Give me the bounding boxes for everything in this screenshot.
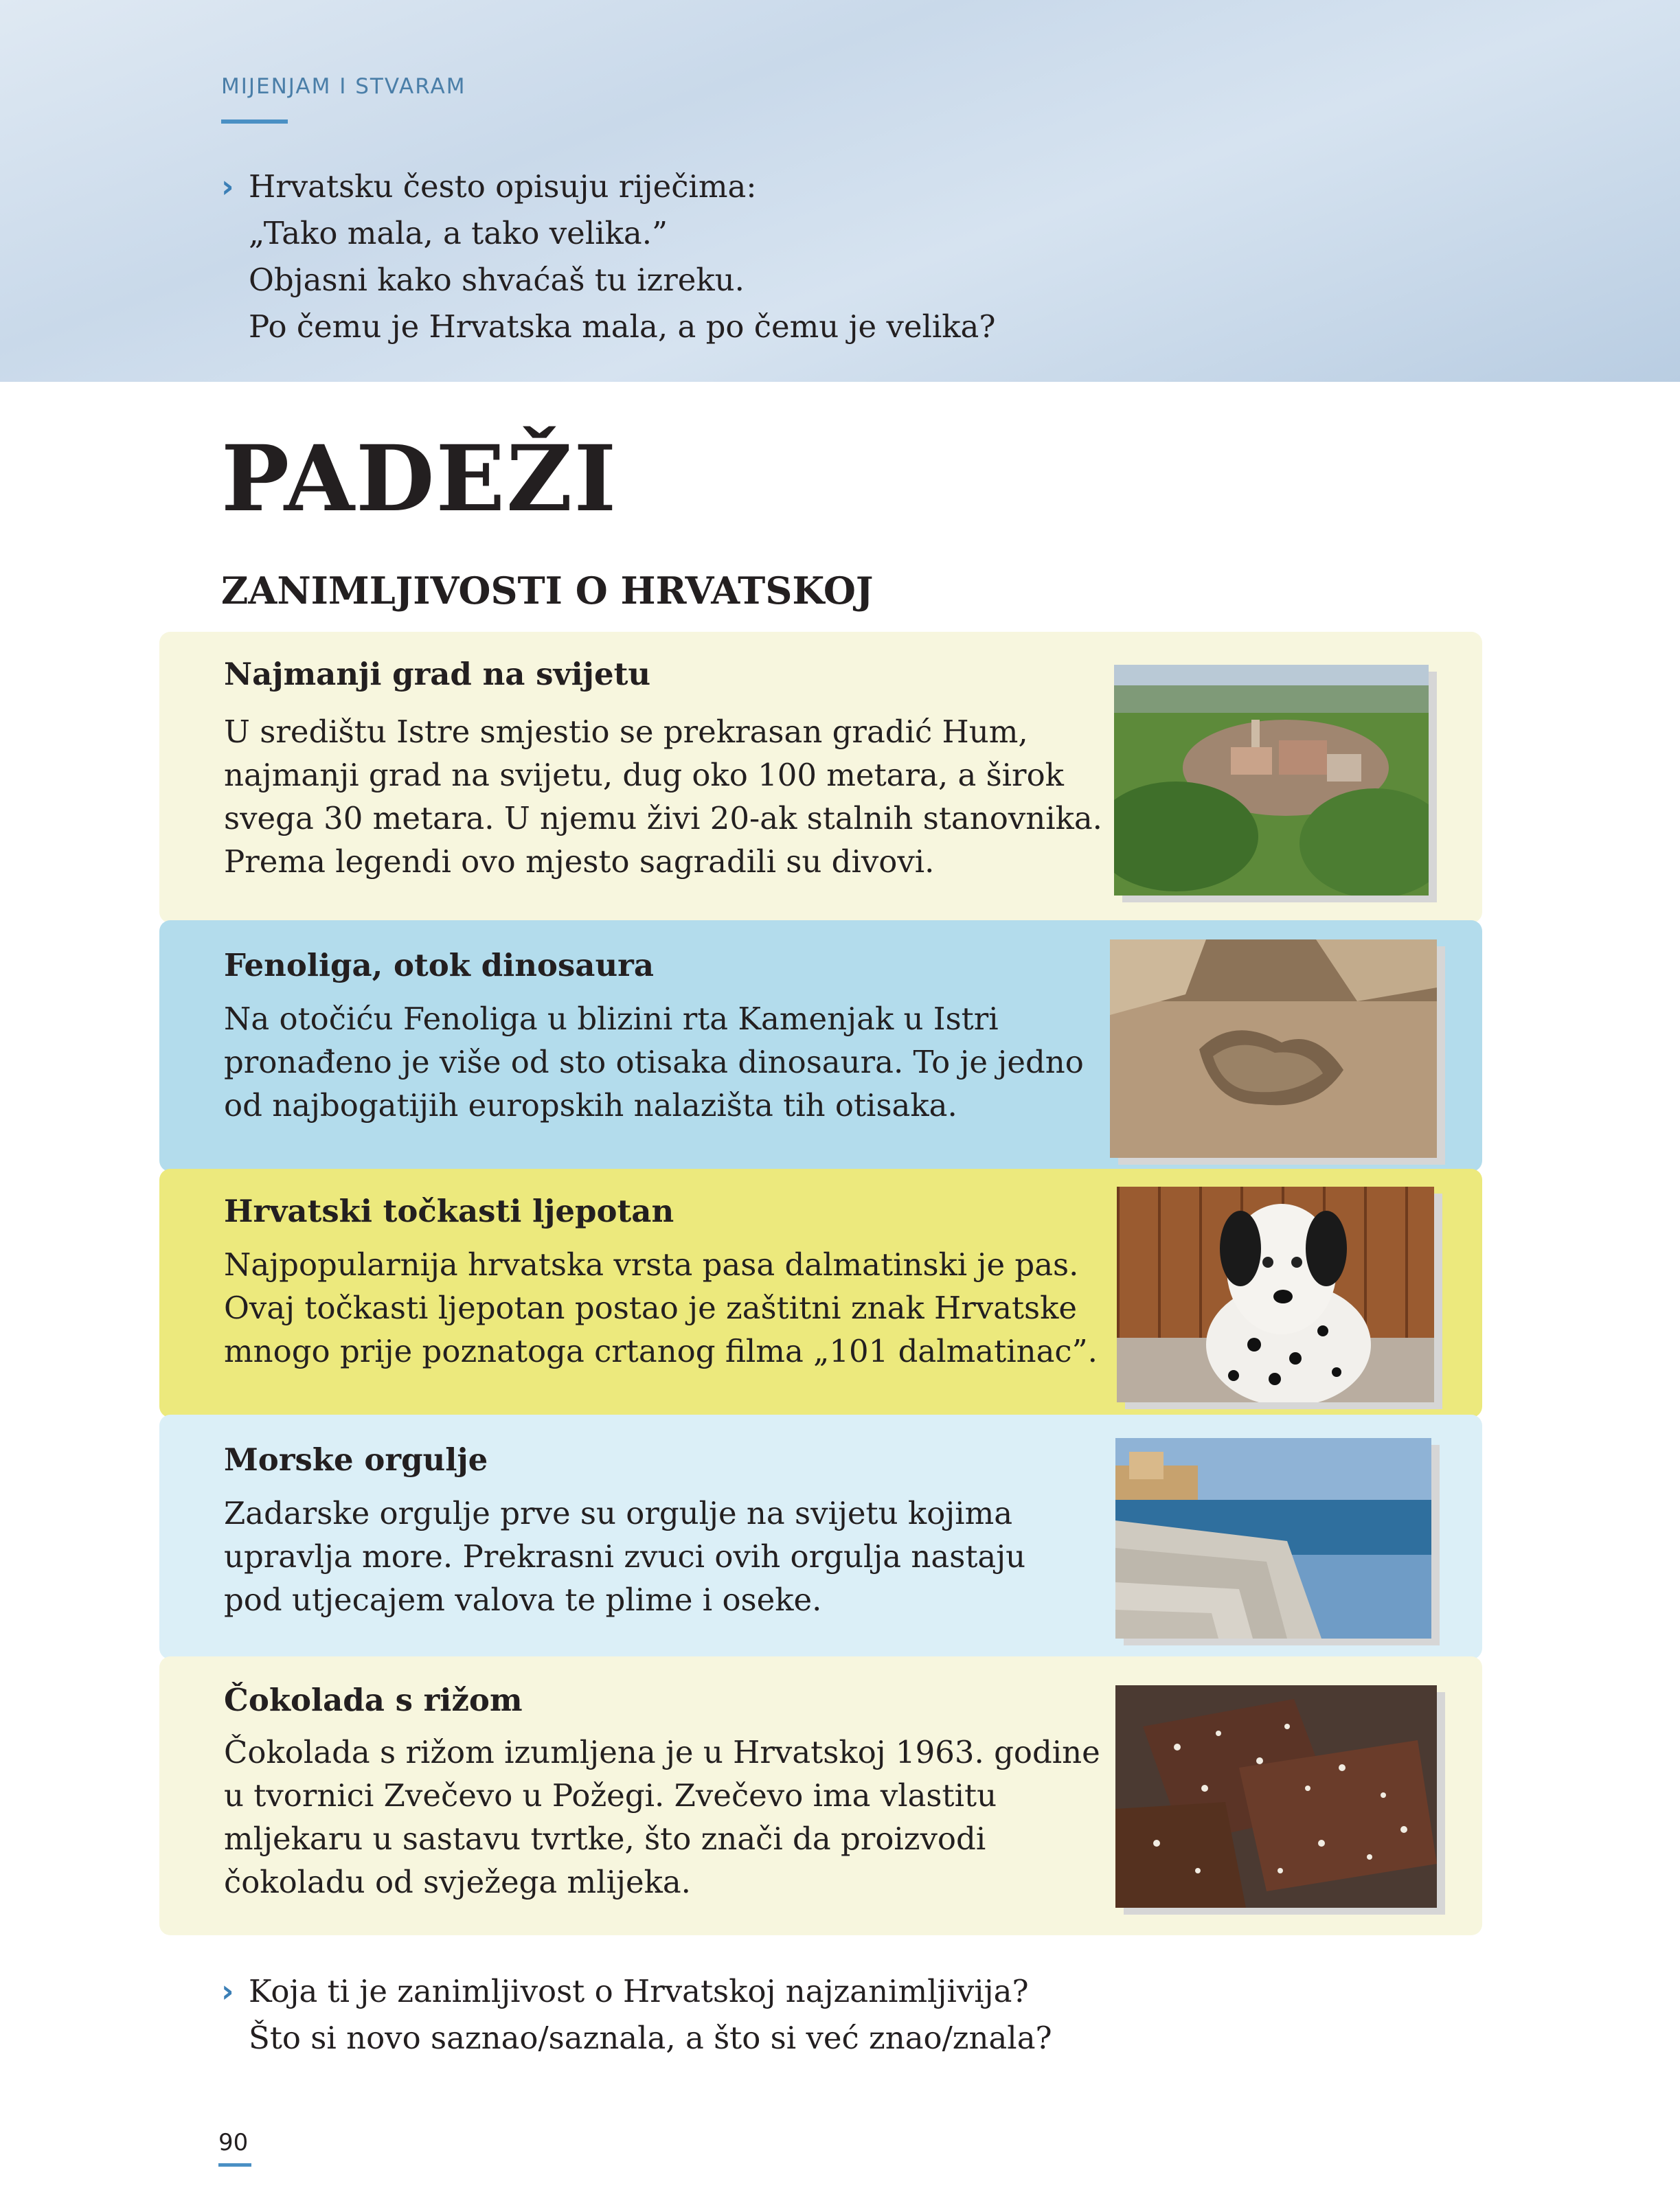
fact-panel-fenoliga bbox=[159, 920, 1482, 1172]
fact-panel-sea-organ bbox=[159, 1415, 1482, 1659]
page-number-rule bbox=[218, 2163, 251, 2167]
fact-heading: Čokolada s rižom bbox=[224, 1682, 523, 1718]
intro-question bbox=[221, 163, 996, 350]
question-line: Što si novo saznao/saznala, a što si već znao/znala? bbox=[249, 2020, 1052, 2056]
photo-rice-chocolate bbox=[1115, 1685, 1437, 1908]
fact-heading: Najmanji grad na svijetu bbox=[224, 656, 651, 692]
fact-heading: Fenoliga, otok dinosaura bbox=[224, 947, 655, 983]
chevron-right-icon: › bbox=[221, 168, 234, 205]
page-number: 90 bbox=[218, 2129, 249, 2156]
fact-text: Zadarske orgulje prve su orgulje na svijetu kojima upravlja more. Prekrasni zvuci ovih orgulja nastaju pod utjecajem valova te plime i oseke. bbox=[224, 1495, 1026, 1618]
fact-text: Na otočiću Fenoliga u blizini rta Kamenjak u Istri pronađeno je više od sto otisaka dinosaura. To je jedno od najbogatijih europskih nalazišta tih otisaka. bbox=[224, 1001, 1084, 1124]
closing-question bbox=[221, 1968, 1052, 2062]
fact-panel-dalmatian bbox=[159, 1169, 1482, 1417]
question-line: Objasni kako shvaćaš tu izreku. bbox=[249, 262, 745, 298]
fact-panel-hum bbox=[159, 632, 1482, 923]
fact-text: Čokolada s rižom izumljena je u Hrvatskoj 1963. godine u tvornici Zvečevo u Požegi. Zvečevo ima vlastitu mljekaru u sastavu tvrtke, što znači da proizvodi čokoladu od svježega mlijeka. bbox=[224, 1734, 1100, 1900]
fact-text: U središtu Istre smjestio se prekrasan gradić Hum, najmanji grad na svijetu, dug oko 100 metara, a širok svega 30 metara. U njemu živi 20-ak stalnih stanovnika. Prema legendi ovo mjesto sagradili su divovi. bbox=[224, 714, 1102, 880]
fact-heading: Morske orgulje bbox=[224, 1441, 488, 1478]
question-line: Hrvatsku često opisuju riječima: bbox=[249, 168, 757, 205]
fact-heading: Hrvatski točkasti ljepotan bbox=[224, 1193, 674, 1229]
section-subtitle: ZANIMLJIVOSTI O HRVATSKOJ bbox=[221, 569, 874, 613]
question-line: „Tako mala, a tako velika.” bbox=[249, 215, 668, 251]
photo-sea-organ bbox=[1115, 1438, 1431, 1639]
chevron-right-icon: › bbox=[221, 1973, 234, 2009]
photo-hum-town bbox=[1114, 665, 1429, 896]
section-label: MIJENJAM I STVARAM bbox=[221, 74, 466, 99]
section-rule bbox=[221, 119, 288, 124]
page-title: PADEŽI bbox=[221, 426, 618, 532]
photo-dalmatian-dog bbox=[1117, 1187, 1434, 1402]
photo-dinosaur-footprint bbox=[1110, 939, 1437, 1158]
question-line: Po čemu je Hrvatska mala, a po čemu je velika? bbox=[249, 308, 996, 345]
fact-text: Najpopularnija hrvatska vrsta pasa dalmatinski je pas. Ovaj točkasti ljepotan postao je zaštitni znak Hrvatske mnogo prije poznatoga crtanog filma „101 dalmatinac”. bbox=[224, 1246, 1098, 1369]
fact-panel-chocolate bbox=[159, 1656, 1482, 1935]
question-line: Koja ti je zanimljivost o Hrvatskoj najzanimljivija? bbox=[249, 1973, 1029, 2009]
